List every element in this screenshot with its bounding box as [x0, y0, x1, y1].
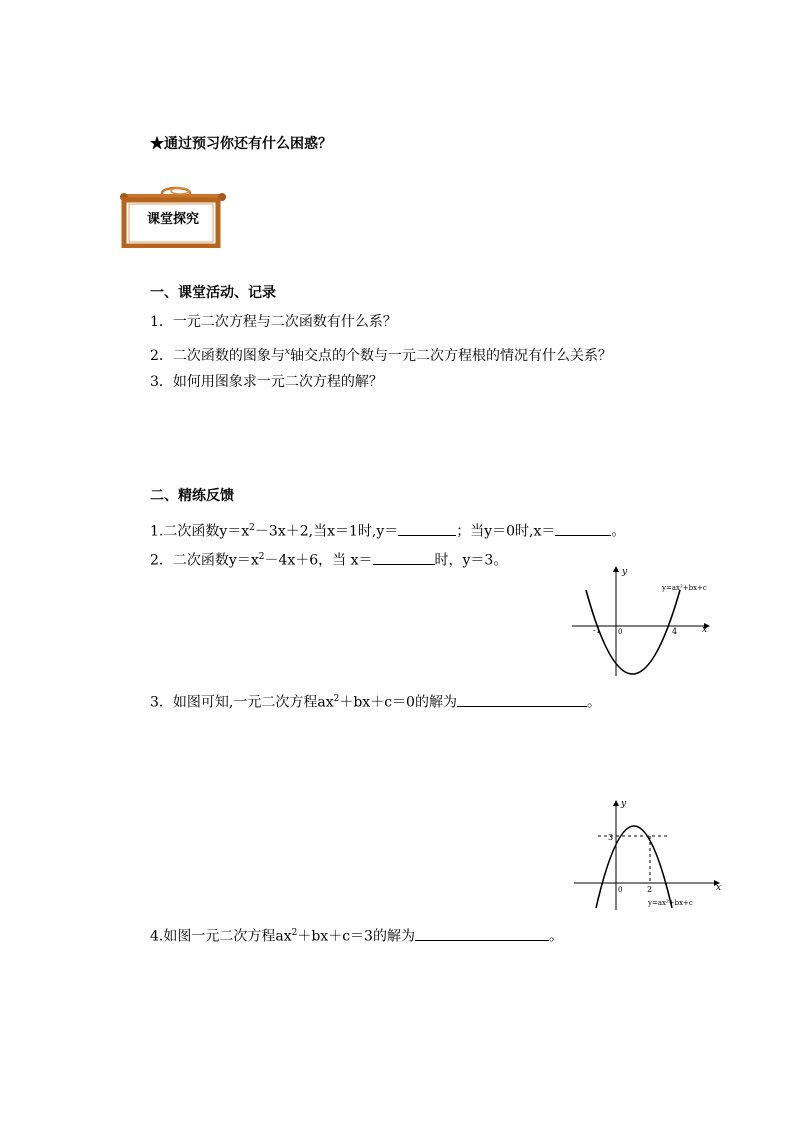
curve-label: y=ax²+bx+c [648, 899, 693, 907]
origin-label: 0 [618, 628, 623, 636]
section1-item-1: 1．一元二次方程与二次函数有什么系？ [150, 314, 397, 330]
x-axis-label: x [716, 883, 722, 893]
y-axis-label: y [622, 567, 628, 577]
y-mark-label: 3 [608, 833, 614, 842]
root-right-label: 4 [672, 627, 678, 636]
y-axis-label: y [621, 799, 627, 809]
parabola-graph-1 [568, 562, 728, 680]
banner-label: 课堂探究 [146, 212, 199, 227]
answer-blank[interactable] [373, 550, 435, 565]
answer-blank[interactable] [415, 926, 549, 941]
x-axis-label: x [702, 625, 708, 635]
answer-blank[interactable] [555, 521, 611, 536]
parabola-graph-2 [570, 796, 730, 914]
section2-heading: 二、精练反馈 [150, 488, 234, 504]
section1-item-3: 3．如何用图象求一元二次方程的解？ [150, 374, 383, 390]
x-mark-label: 2 [647, 885, 653, 894]
root-left-label: -1 [593, 626, 601, 635]
answer-blank[interactable] [398, 521, 456, 536]
class-inquiry-banner [118, 186, 228, 248]
section1-item-2: 2．二次函数的图象与$^x$轴交点的个数与一元二次方程根的情况有什么关系？ [150, 347, 612, 364]
origin-label: 0 [618, 886, 623, 894]
curve-label: y=ax²+bx+c [662, 584, 707, 592]
exercise-4: 4.如图一元二次方程$ax^2+bx+c=3$的解为 。 [150, 923, 563, 947]
answer-blank[interactable] [457, 692, 587, 707]
exercise-2: 2．二次函数$y=x^2-4x+6$，当 x＝ 时，y＝3。 [150, 547, 507, 571]
preview-question: ★通过预习你还有什么困惑？ [150, 136, 332, 152]
exercise-1: 1.二次函数$y=x^2-3x+2$,当x＝1时,y＝ ；当y＝0时,x＝ 。 [150, 518, 625, 542]
exercise-3: 3．如图可知,一元二次方程$ax^2+bx+c=0$的解为 。 [150, 689, 601, 713]
section1-heading: 一、课堂活动、记录 [150, 285, 276, 301]
